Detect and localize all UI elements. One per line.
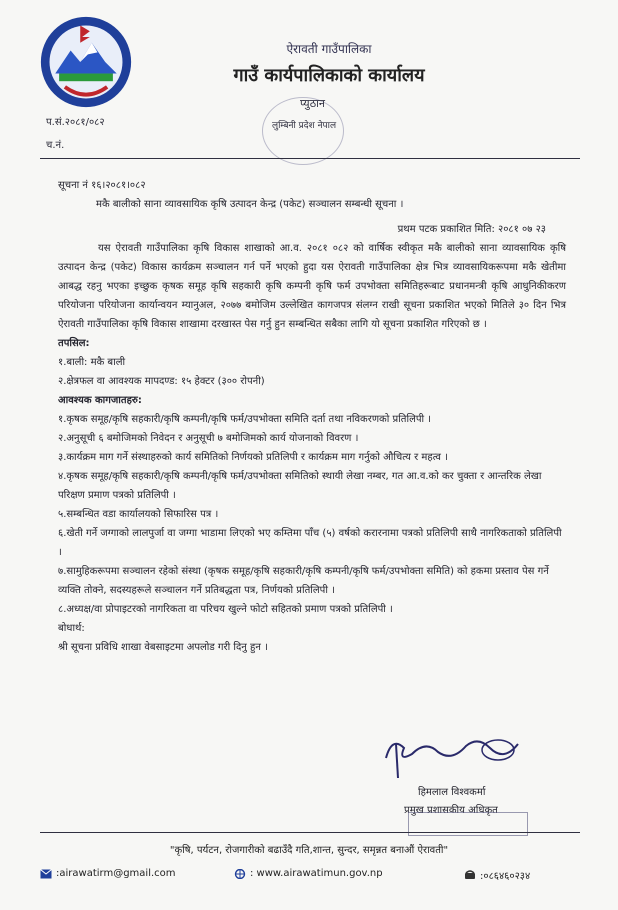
footer-website[interactable]	[234, 868, 383, 879]
document-item: ७.सामुहिकरूपमा सञ्चालन रहेको संस्था (कृषक समूह/कृषि सहकारी/कृषि कम्पनी/कृषि फर्म/उपभोक्ता समिति) को हकमा प्रस्ताव पेस गर्ने व्यक्ति तोक्ने, सदस्यहरूले सञ्चालन गर्ने प्रतिबद्धता पत्र, निर्णयको प्रतिलिपी ।	[58, 566, 549, 596]
website-text: : www.airawatimun.gov.np	[250, 868, 383, 879]
footer-phone[interactable]	[464, 868, 530, 882]
phone-icon	[464, 870, 476, 880]
office-place: प्युठान	[300, 97, 326, 110]
body-paragraph: यस ऐरावती गाउँपालिका कृषि विकास शाखाको आ.व. २०८१ ०८२ को वार्षिक स्वीकृत मकै बालीको साना व्यावसायिक कृषि उत्पादन केन्द्र (पकेट) विकास कार्यक्रम सञ्चालन गर्न पर्ने भएको हुदा यस ऐरावती गाउँपालिका क्षेत्र भित्र व्यावसायिकरूपमा मकै खेतीमा आबद्ध रहनु भएका इच्छुक कृषक समूह कृषि सहकारी कृषि कम्पनी कृषि फर्म उपभोक्ता समितिहरूबाट प्रधानमन्त्री कृषि आधुनिकीकरण परियोजना परियोजना कार्यान्वयन म्यानुअल, २०७७ बमोजिम उल्लेखित कागजपत्र संलग्न राखी सूचना प्रकाशित भएको मितिले ३० दिन भित्र ऐरावती गाउँपालिका कृषि विकास शाखामा दरखास्त पेस गर्नु हुन सम्बन्धित सबैका लागि यो सूचना प्रकाशित गरिएको छ ।	[58, 243, 566, 330]
cc-heading: बोधार्थ:	[58, 623, 85, 634]
footer-divider	[40, 832, 580, 833]
document-item: ३.कार्यक्रम माग गर्ने संस्थाहरुको कार्य समितिको निर्णयको प्रतिलिपी र कार्यक्रम माग गर्नुको औचित्य र महत्व ।	[58, 452, 448, 463]
notice-subject: मकै बालीको साना व्यावसायिक कृषि उत्पादन केन्द्र (पकेट) सञ्चालन सम्बन्धी सूचना ।	[96, 199, 404, 210]
office-province: लुम्बिनी प्रदेश नेपाल	[272, 121, 337, 131]
office-name: ऐरावती गाउँपालिका	[286, 42, 372, 56]
detail-item: १.बाली: मकै बाली	[58, 357, 126, 368]
emblem-logo	[38, 14, 134, 110]
signatory-title: प्रमुख प्रशासकीय अधिकृत	[404, 805, 498, 816]
document-item: ८.अध्यक्ष/वा प्रोपाइटरको नागरिकता वा परिचय खुल्ने फोटो सहितको प्रमाण पत्रको प्रतिलिपी ।	[58, 604, 393, 615]
detail-item: २.क्षेत्रफल वा आवश्यक मापदण्ड: १५ हेक्टर (३०० रोपनी)	[58, 376, 265, 387]
notice-number: सूचना नं १६।२०८१।०८२	[58, 180, 146, 191]
mail-icon	[40, 869, 52, 879]
details-heading: तपसिल:	[58, 338, 90, 349]
notice-body	[58, 176, 566, 657]
office-title: गाउँ कार्यपालिकाको कार्यालय	[233, 65, 425, 86]
header-divider	[40, 158, 580, 159]
reference-number: प.सं.२०८१/०८२	[46, 117, 105, 128]
cc-line: श्री सूचना प्रविधि शाखा वेबसाइटमा अपलोड गरी दिनु हुन ।	[58, 642, 268, 653]
document-item: ४.कृषक समूह/कृषि सहकारी/कृषि कम्पनी/कृषि फर्म/उपभोक्ता समितिको स्थायी लेखा नम्बर, गत आ.व.को कर चुक्ता र आन्तरिक लेखा परिक्षण प्रमाण पत्रको प्रतिलिपी ।	[58, 471, 542, 501]
footer-slogan: "कृषि, पर्यटन, रोजगारीको बढाउँदै गति,शान्त, सुन्दर, समृन्नत बनाऔं ऐरावती"	[169, 845, 449, 856]
published-date: प्रथम पटक प्रकाशित मिति: २०८१ ०७ २३	[397, 224, 546, 235]
document-item: १.कृषक समूह/कृषि सहकारी/कृषि कम्पनी/कृषि फर्म/उपभोक्ता समिति दर्ता तथा नविकरणको प्रतिलिपी ।	[58, 414, 432, 425]
document-item: ६.खेती गर्ने जग्गाको लालपुर्जा वा जग्गा भाडामा लिएको भए कम्तिमा पाँच (५) वर्षको करारनामा पत्रको प्रतिलिपी साथै नागरिकताको प्रतिलिपी ।	[58, 528, 562, 558]
document-item: २.अनुसूची ६ बमोजिमको निवेदन र अनुसूची ७ बमोजिमको कार्य योजनाको विवरण ।	[58, 433, 359, 444]
phone-text: :०८६४६०२३४	[480, 871, 531, 882]
documents-heading: आवश्यक कागजातहरु:	[58, 395, 142, 406]
email-text: :airawatirm@gmail.com	[56, 868, 176, 879]
dispatch-number: च.नं.	[46, 140, 65, 151]
signatory-name: हिमलाल विश्वकर्मा	[418, 787, 486, 798]
document-item: ५.सम्बन्धित वडा कार्यालयको सिफारिस पत्र ।	[58, 509, 219, 520]
footer-email[interactable]	[40, 868, 176, 879]
web-icon	[234, 869, 246, 879]
